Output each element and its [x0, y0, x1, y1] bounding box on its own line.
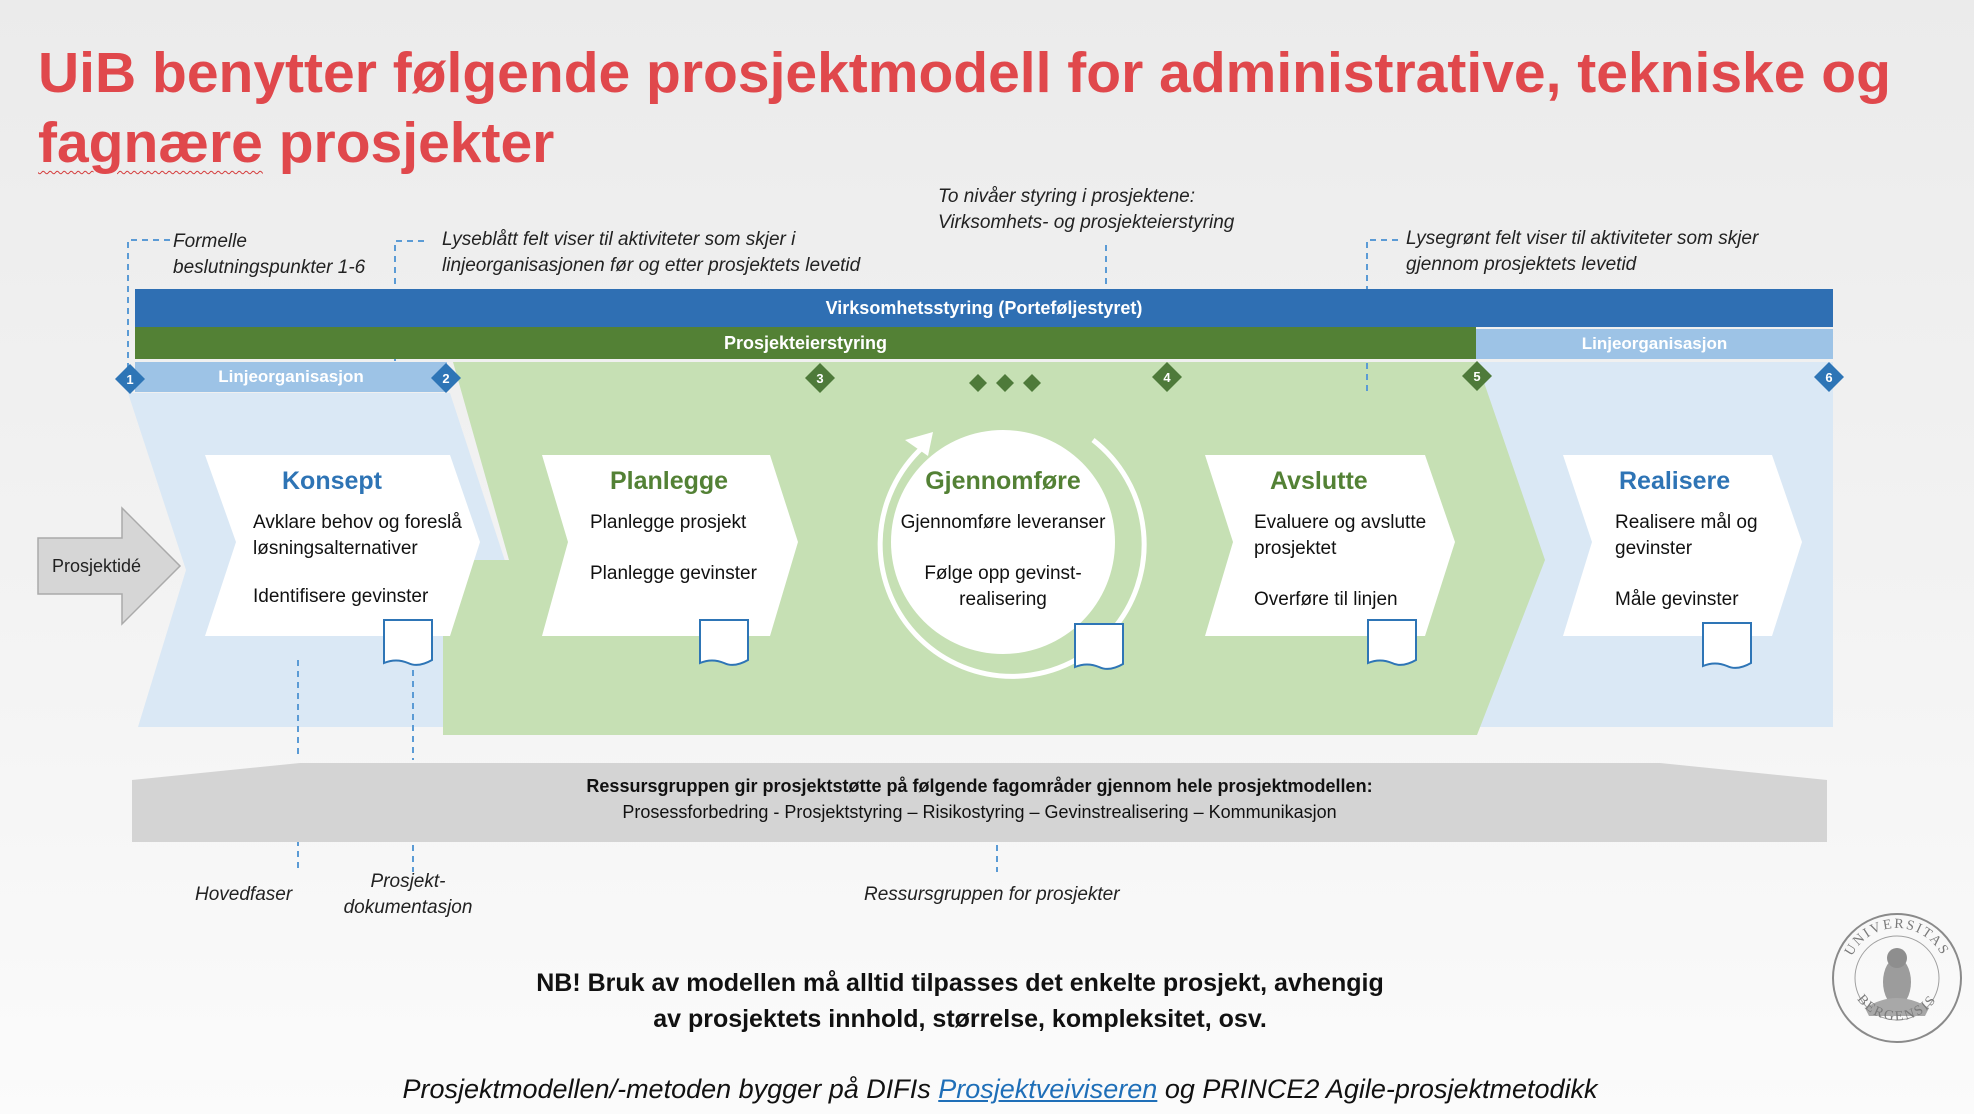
resource-bar-heading: Ressursgruppen gir prosjektstøtte på følgende fagområder gjennom hele prosjektmodellen: — [586, 776, 1373, 796]
milestone-3-label: 3 — [816, 371, 824, 386]
document-icon — [1703, 623, 1751, 668]
milestone-6-label: 6 — [1825, 370, 1833, 385]
phase-planlegge-line-1: Planlegge prosjekt — [590, 512, 747, 533]
line-band-left-label: Linjeorganisasjon — [218, 367, 364, 386]
phase-title-planlegge: Planlegge — [610, 467, 729, 495]
phase-gjennomfore-line-1: Gjennomføre leveranser — [900, 512, 1106, 533]
phase-avslutte-line-2: prosjektet — [1254, 538, 1337, 559]
portfolio-band-label: Virksomhetsstyring (Porteføljestyret) — [825, 297, 1143, 318]
seal-lower-text: BERGENSIS — [1853, 991, 1941, 1025]
document-icon — [384, 620, 432, 665]
annotation-main-phases: Hovedfaser — [195, 884, 293, 905]
annotation-resource-group: Ressursgruppen for prosjekter — [864, 884, 1120, 905]
phase-realisere-line-3: Måle gevinster — [1615, 589, 1739, 610]
footer-source: Prosjektmodellen/-metoden bygger på DIFIs Prosjektveiviseren og PRINCE2 Agile-prosjektmetodikk — [402, 1074, 1598, 1104]
svg-text:BERGENSIS — [1854, 992, 1941, 1025]
milestone-5-label: 5 — [1473, 369, 1481, 384]
document-icon — [700, 620, 748, 665]
phase-title-gjennomfore: Gjennomføre — [925, 467, 1081, 495]
phase-realisere-line-1: Realisere mål og — [1615, 512, 1758, 533]
prosjektveiviseren-link[interactable]: Prosjektveiviseren — [938, 1074, 1158, 1104]
milestone-1-label: 1 — [126, 372, 134, 387]
execution-circle — [891, 430, 1115, 654]
phase-planlegge-line-2: Planlegge gevinster — [590, 563, 757, 584]
phase-title-realisere: Realisere — [1619, 467, 1731, 495]
milestone-4-label: 4 — [1163, 370, 1171, 385]
phase-gjennomfore-line-3: realisering — [959, 589, 1047, 610]
annotation-decision-points: Formelle beslutningspunkter 1-6 — [173, 231, 366, 278]
phase-konsept-line-3: Identifisere gevinster — [253, 586, 429, 607]
title-misspelled-word: fagnære — [38, 111, 263, 175]
owner-band-label: Prosjekteierstyring — [723, 332, 888, 353]
footer-nb-note: NB! Bruk av modellen må alltid tilpasses det enkelte prosjekt, avhengig av prosjektets innhold, størrelse, kompleksitet, osv. — [536, 969, 1384, 1033]
phase-avslutte-line-3: Overføre til linjen — [1254, 589, 1398, 610]
phase-gjennomfore-line-2: Følge opp gevinst- — [924, 563, 1082, 584]
phase-title-konsept: Konsept — [282, 467, 382, 495]
resource-bar-areas: Prosessforbedring - Prosjektstyring – Risikostyring – Gevinstrealisering – Kommunikasjon — [622, 802, 1337, 822]
phase-konsept-line-2: løsningsalternativer — [253, 538, 418, 559]
seal-upper-text: UNIVERSITAS — [1842, 916, 1952, 959]
page-title: UiB benytter følgende prosjektmodell for administrative, tekniske og fagnære prosjekter — [38, 41, 1891, 175]
annotation-project-docs: Prosjekt-dokumentasjon — [343, 871, 473, 918]
milestone-2-label: 2 — [442, 371, 450, 386]
document-icon — [1075, 624, 1123, 669]
annotation-light-green-field: Lysegrønt felt viser til aktiviteter som skjer gjennom prosjektets levetid — [1406, 228, 1759, 275]
phase-title-avslutte: Avslutte — [1270, 467, 1368, 495]
phase-konsept-line-1: Avklare behov og foreslå — [253, 512, 462, 533]
line-band-right-label: Linjeorganisasjon — [1581, 334, 1728, 353]
annotation-light-blue-field: Lyseblått felt viser til aktiviteter som skjer i linjeorganisasjonen før og etter prosjektets levetid — [442, 229, 861, 276]
phase-avslutte-line-1: Evaluere og avslutte — [1254, 512, 1427, 533]
annotation-two-levels: To nivåer styring i prosjektene: Virksomhets- og prosjekteierstyring — [938, 186, 1235, 233]
phase-realisere-line-2: gevinster — [1615, 538, 1693, 559]
uib-seal-lettering — [1833, 914, 1961, 1042]
svg-text:UNIVERSITAS — [1842, 917, 1952, 959]
project-idea-label: Prosjektidé — [52, 556, 142, 576]
document-icon — [1368, 620, 1416, 665]
